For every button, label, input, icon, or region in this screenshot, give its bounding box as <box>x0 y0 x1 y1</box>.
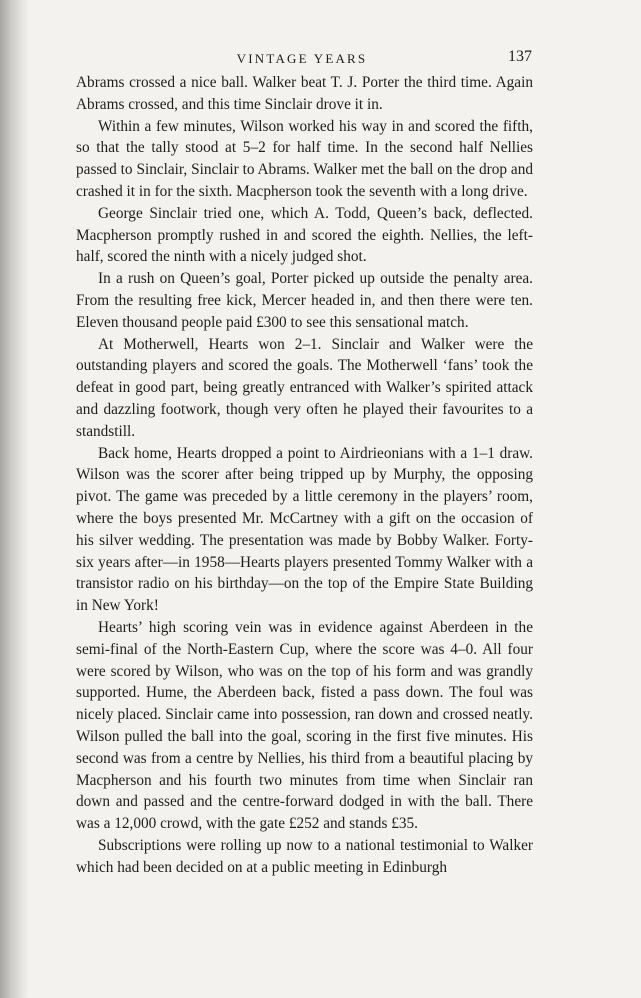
paragraph-2: Within a few minutes, Wilson worked his way in and scored the fifth, so that the tally stood at 5–2 for half time. In the second half Nellies passed to Sinclair, Sinclair to Abrams. Walker met the ball on the drop and crashed it in for the sixth. Macpherson took the seventh with a long drive. <box>76 117 533 200</box>
paragraph-6: Back home, Hearts dropped a point to Airdrieonians with a 1–1 draw. Wilson was the scorer after being tripped up by Murphy, the opposing pivot. The game was preceded by a little ceremony in the players’ room, where the boys presented Mr. McCartney with a gift on the occasion of his silver wedding. The presentation was made by Bobby Walker. Forty-six years after—in 1958—Hearts players presented Tommy Walker with a transistor radio on his birthday—on the top of the Empire State Building in New York! <box>76 444 533 615</box>
page-header <box>72 48 532 70</box>
book-gutter-shadow <box>0 0 30 998</box>
body-text <box>76 72 533 878</box>
paragraph-5: At Motherwell, Hearts won 2–1. Sinclair and Walker were the outstanding players and scored the goals. The Motherwell ‘fans’ took the defeat in good part, being greatly entranced with Walker’s spirited attack and dazzling footwork, though very often he played their favourites to a standstill. <box>76 335 533 440</box>
paragraph-7: Hearts’ high scoring vein was in evidence against Aberdeen in the semi-final of the North-Eastern Cup, where the score was 4–0. All four were scored by Wilson, who was on the top of his form and was grandly supported. Hume, the Aberdeen back, fisted a pass down. The foul was nicely placed. Sinclair came into possession, ran down and crossed neatly. Wilson pulled the ball into the goal, scoring in the first five minutes. His second was from a centre by Nellies, his third from a beautiful placing by Macpherson and his fourth two minutes from time when Sinclair ran down and passed and the centre-forward dodged in with the ball. There was a 12,000 crowd, with the gate £252 and stands £35. <box>76 618 533 833</box>
paragraph-4: In a rush on Queen’s goal, Porter picked up outside the penalty area. From the resulting free kick, Mercer headed in, and then there were ten. Eleven thousand people paid £300 to see this sensational match. <box>76 270 533 331</box>
paragraph-1: Abrams crossed a nice ball. Walker beat T. J. Porter the third time. Again Abrams crossed, and this time Sinclair drove it in. <box>76 74 533 113</box>
paragraph-3: George Sinclair tried one, which A. Todd, Queen’s back, deflected. Macpherson promptly rushed in and scored the eighth. Nellies, the left-half, scored the ninth with a nicely judged shot. <box>76 204 533 266</box>
running-title: VINTAGE YEARS <box>236 51 368 66</box>
paragraph-8: Subscriptions were rolling up now to a national testimonial to Walker which had been decided on at a public meeting in Edinburgh <box>76 836 533 876</box>
page-number: 137 <box>508 48 532 65</box>
